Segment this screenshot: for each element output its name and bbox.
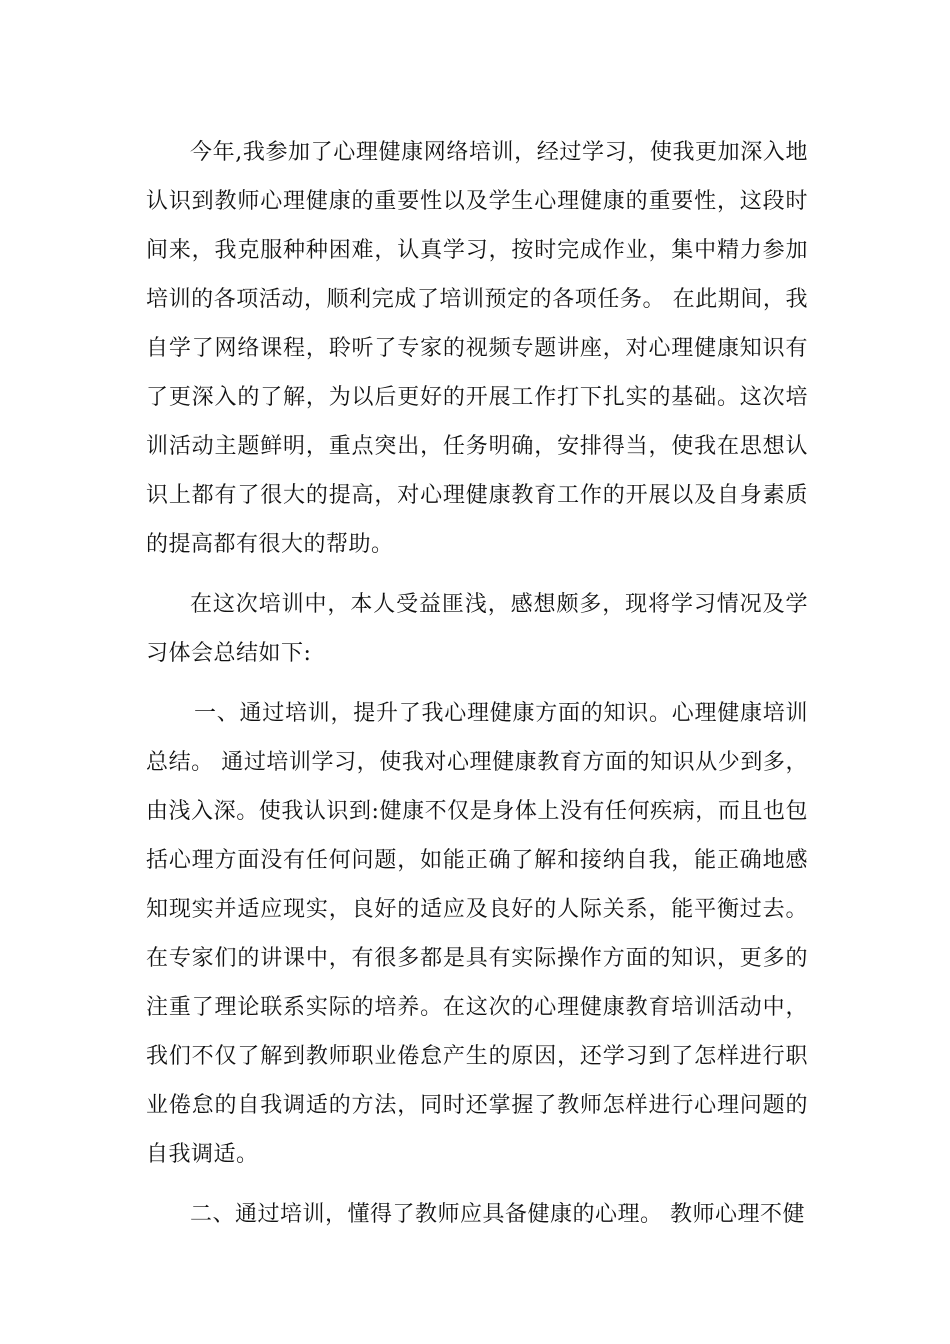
paragraph-summary-lead: 在这次培训中，本人受益匪浅，感想颇多，现将学习情况及学习体会总结如下:: [146, 592, 808, 666]
paragraph-section-two: 二、通过培训，懂得了教师应具备健康的心理。 教师心理不健: [190, 1202, 805, 1227]
paragraph-section-one: 一、通过培训，提升了我心理健康方面的知识。心理健康培训总结。 通过培训学习，使我对心理健康教育方面的知识从少到多，由浅入深。使我认识到:健康不仅是身体上没有任何疾病，而且也包括心理方面没有任何问题，如能正确了解和接纳自我，能正确地感知现实并适应现实，良好的适应及良好的人际关系，能平衡过去。在专家们的讲课中，有很多都是具有实际操作方面的知识，更多的注重了理论联系实际的培养。在这次的心理健康教育培训活动中，我们不仅了解到教师职业倦怠产生的原因，还学习到了怎样进行职业倦怠的自我调适的方法，同时还掌握了教师怎样进行心理问题的自我调适。: [146, 701, 808, 1167]
document-body: [146, 128, 808, 1250]
paragraph-intro: 今年,我参加了心理健康网络培训，经过学习，使我更加深入地认识到教师心理健康的重要性以及学生心理健康的重要性，这段时间来，我克服种种困难，认真学习，按时完成作业，集中精力参加培训的各项活动，顺利完成了培训预定的各项任务。 在此期间，我自学了网络课程，聆听了专家的视频专题讲座，对心理健康知识有了更深入的了解，为以后更好的开展工作打下扎实的基础。这次培训活动主题鲜明，重点突出，任务明确，安排得当，使我在思想认识上都有了很大的提高，对心理健康教育工作的开展以及自身素质的提高都有很大的帮助。: [146, 140, 808, 557]
